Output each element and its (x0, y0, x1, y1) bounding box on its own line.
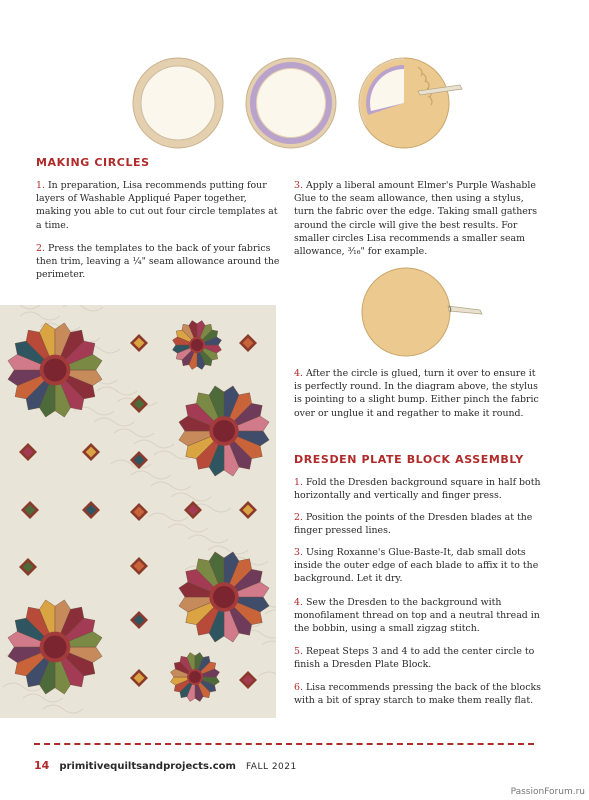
circle-diagrams (130, 55, 470, 150)
step-text: Press the templates to the back of your fabrics then trim, leaving a ¼" seam allowance around the perimeter. (36, 243, 280, 281)
step-making-circles-3 (294, 179, 544, 258)
dresden-plate-quilt-photo (0, 305, 276, 718)
step-number: 6. (294, 682, 303, 693)
step-number: 4. (294, 368, 303, 379)
dresden-plate (172, 320, 221, 369)
circle-diagram-glue (243, 55, 339, 151)
quilt-diamond (130, 669, 148, 687)
step-text: Fold the Dresden background square in half both horizontally and vertically and finger press. (294, 477, 541, 502)
step-making-circles-1 (36, 179, 281, 232)
step-dresden-5 (294, 645, 544, 671)
step-number: 3. (294, 547, 303, 558)
step-number: 1. (36, 180, 45, 191)
step-text: Using Roxanne's Glue-Baste-It, dab small dots inside the outer edge of each blade to affix it to the background. Let it dry. (294, 547, 539, 585)
quilt-diamond (82, 443, 100, 461)
step-text: Sew the Dresden to the background with monofilament thread on top and a neutral thread in the bobbin, using a small zigzag stitch. (294, 597, 540, 635)
circle-diagram-gathering (356, 55, 466, 151)
circle-diagram-template (130, 55, 226, 151)
page-number: 14 (34, 759, 50, 772)
dresden-plate (179, 386, 269, 476)
quilt-diamond (130, 395, 148, 413)
watermark: PassionForum.ru (510, 787, 585, 797)
step-text: Position the points of the Dresden blades at the finger pressed lines. (294, 512, 533, 537)
step-text: Apply a liberal amount Elmer's Purple Washable Glue to the seam allowance, then using a stylus, turn the fabric over the edge. Taking small gathers around the circle will give the best results. For smaller circles Lisa recommends a smaller seam allowance, ³⁄₁₆" for example. (294, 180, 538, 258)
step-number: 2. (36, 243, 45, 254)
quilt-illustration (0, 305, 276, 718)
quilt-diamond (19, 558, 37, 576)
step-making-circles-2 (36, 242, 281, 282)
quilt-diamond (82, 501, 100, 519)
step-dresden-4 (294, 596, 544, 636)
page-footer (34, 759, 297, 772)
quilt-diamond (21, 501, 39, 519)
quilt-diamond (130, 503, 148, 521)
quilt-diamond (239, 334, 257, 352)
step-number: 4. (294, 597, 303, 608)
step-number: 3. (294, 180, 303, 191)
dresden-plate (8, 323, 102, 417)
dresden-plate (8, 600, 102, 694)
step-text: Repeat Steps 3 and 4 to add the center circle to finish a Dresden Plate Block. (294, 646, 535, 671)
step-number: 5. (294, 646, 303, 657)
step-dresden-2 (294, 511, 544, 537)
issue-label: FALL 2021 (245, 762, 297, 772)
finished-circle-diagram (360, 264, 500, 364)
quilt-diamond (130, 557, 148, 575)
quilt-diamond (239, 671, 257, 689)
dresden-plate (170, 652, 219, 701)
step-dresden-6 (294, 681, 544, 707)
website-url: primitivequiltsandprojects.com (59, 761, 236, 772)
step-dresden-1 (294, 476, 544, 502)
quilt-diamond (130, 334, 148, 352)
step-number: 2. (294, 512, 303, 523)
section-heading-making-circles: MAKING CIRCLES (36, 156, 150, 169)
quilt-diamond (19, 443, 37, 461)
quilt-diamond (239, 501, 257, 519)
step-making-circles-4 (294, 367, 544, 420)
footer-divider (34, 743, 534, 745)
step-number: 1. (294, 477, 303, 488)
section-heading-dresden-assembly: DRESDEN PLATE BLOCK ASSEMBLY (294, 453, 524, 466)
quilt-diamond (130, 611, 148, 629)
step-text: In preparation, Lisa recommends putting four layers of Washable Appliqué Paper together, making you able to cut out four circle templates at a time. (36, 180, 278, 231)
step-dresden-3 (294, 546, 544, 586)
step-text: Lisa recommends pressing the back of the blocks with a bit of spray starch to make them really flat. (294, 682, 541, 707)
step-text: After the circle is glued, turn it over to ensure it is perfectly round. In the diagram above, the stylus is pointing to a slight bump. Either pinch the fabric over or unglue it and regather to make it round. (294, 368, 539, 419)
dresden-plate (179, 552, 269, 642)
quilt-diamond (130, 451, 148, 469)
